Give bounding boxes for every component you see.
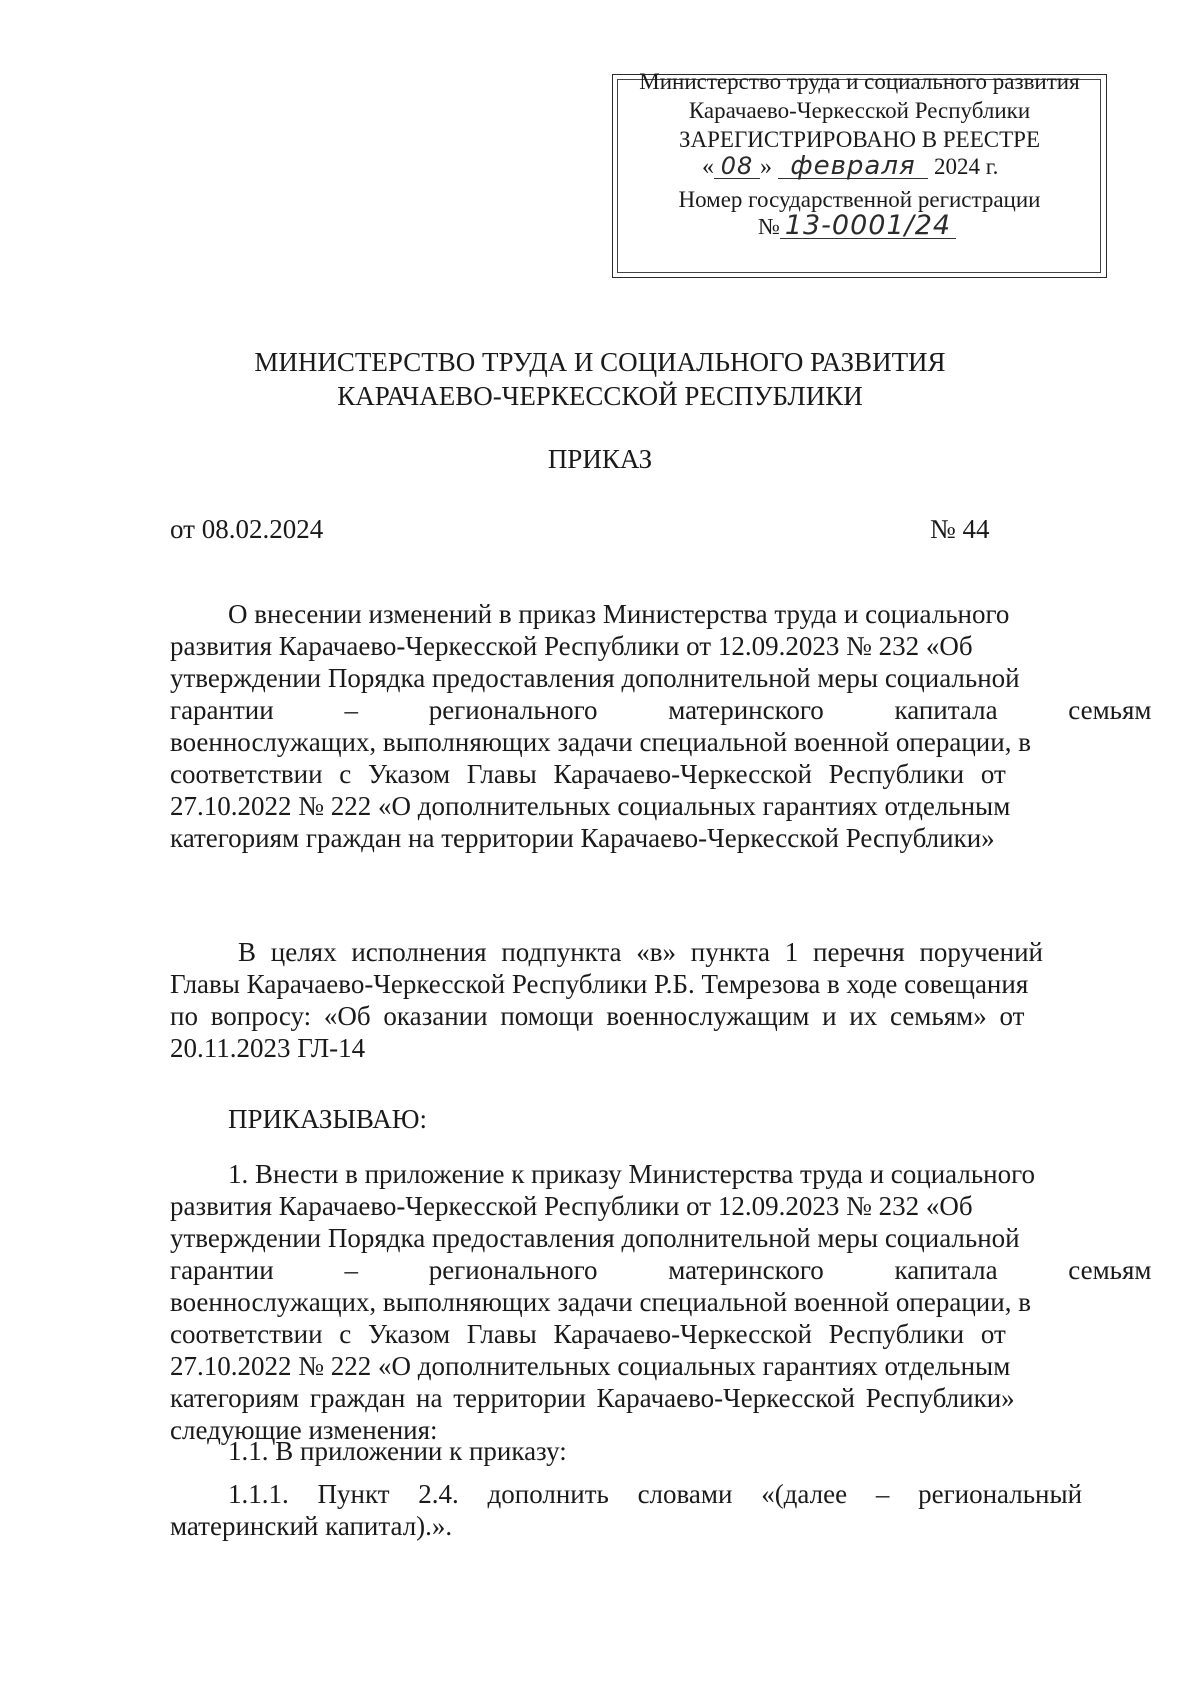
preamble-line: В целях исполнения подпункта «в» пункта 1 перечня поручений — [238, 937, 1043, 967]
stamp-date-close-quote: » — [760, 154, 772, 180]
item1-line: категориям граждан на территории Карачаево-Черкесской Республики» — [170, 1383, 1015, 1413]
order-item-1-1: 1.1. В приложении к приказу: — [228, 1436, 567, 1466]
stamp-line-registered: ЗАРЕГИСТРИРОВАНО В РЕЕСТРЕ — [678, 127, 1041, 152]
ministry-title-line2: КАРАЧАЕВО-ЧЕРКЕССКОЙ РЕСПУБЛИКИ — [337, 381, 863, 411]
subject-line: развития Карачаево-Черкесской Республики от 12.09.2023 № 232 «Об — [170, 631, 973, 661]
order-preamble — [170, 936, 1082, 1064]
preamble-line: 20.11.2023 ГЛ-14 — [170, 1033, 366, 1063]
subject-line: гарантии – регионального материнского капитала семьям — [170, 695, 1152, 725]
subject-line: 27.10.2022 № 222 «О дополнительных социальных гарантиях отдельным — [170, 791, 1011, 821]
stamp-date-open-quote: « — [702, 154, 714, 180]
subject-line: категориям граждан на территории Карачаево-Черкесской Республики» — [170, 823, 995, 853]
item111-line: 1.1.1. Пункт 2.4. дополнить словами «(далее – региональный — [228, 1479, 1083, 1509]
item1-line: 27.10.2022 № 222 «О дополнительных социальных гарантиях отдельным — [170, 1351, 1011, 1381]
item1-line: 1. Внести в приложение к приказу Министерства труда и социального — [228, 1159, 1036, 1189]
item1-line: военнослужащих, выполняющих задачи специальной военной операции, в — [170, 1287, 1031, 1317]
order-date: от 08.02.2024 — [170, 514, 324, 544]
stamp-line-reg-number-label: Номер государственной регистрации — [678, 187, 1041, 212]
item1-line: утверждении Порядка предоставления дополнительной меры социальной — [170, 1223, 1020, 1253]
stamp-registration-number — [758, 210, 956, 241]
preamble-line: по вопросу: «Об оказании помощи военнослужащим и их семьям» от — [170, 1001, 1025, 1031]
stamp-line-republic: Карачаево-Черкесской Республики — [688, 98, 1031, 123]
subject-line: соответствии с Указом Главы Карачаево-Черкесской Республики от — [170, 759, 1006, 789]
stamp-registration-date — [702, 151, 999, 181]
item1-line: следующие изменения: — [170, 1415, 438, 1445]
item1-line: развития Карачаево-Черкесской Республики от 12.09.2023 № 232 «Об — [170, 1191, 973, 1221]
ministry-title-line1: МИНИСТЕРСТВО ТРУДА И СОЦИАЛЬНОГО РАЗВИТИЯ — [254, 347, 946, 377]
order-directive-word: ПРИКАЗЫВАЮ: — [228, 1104, 427, 1134]
item1-line: соответствии с Указом Главы Карачаево-Черкесской Республики от — [170, 1319, 1006, 1349]
subject-line: утверждении Порядка предоставления дополнительной меры социальной — [170, 663, 1020, 693]
subject-line: военнослужащих, выполняющих задачи специальной военной операции, в — [170, 727, 1031, 757]
order-subject — [170, 598, 1152, 854]
stamp-date-month-handwritten: февраля — [778, 154, 928, 179]
stamp-line-ministry: Министерство труда и социального развития — [639, 69, 1080, 94]
item111-line: материнский капитал).». — [170, 1511, 453, 1541]
document-type-title: ПРИКАЗ — [547, 444, 653, 474]
stamp-reg-prefix: № — [758, 214, 780, 239]
subject-line: О внесении изменений в приказ Министерства труда и социального — [228, 599, 1010, 629]
stamp-date-year: 2024 г. — [934, 154, 999, 179]
item1-line: гарантии – регионального материнского капитала семьям — [170, 1255, 1152, 1285]
stamp-date-day-handwritten: 08 — [714, 154, 760, 179]
stamp-reg-number-handwritten: 13-0001/24 — [780, 214, 956, 239]
order-item-1 — [170, 1158, 1152, 1446]
preamble-line: Главы Карачаево-Черкесской Республики Р.Б. Темрезова в ходе совещания — [170, 969, 1029, 999]
order-item-1-1-1 — [170, 1478, 1082, 1542]
order-number: № 44 — [930, 514, 990, 544]
